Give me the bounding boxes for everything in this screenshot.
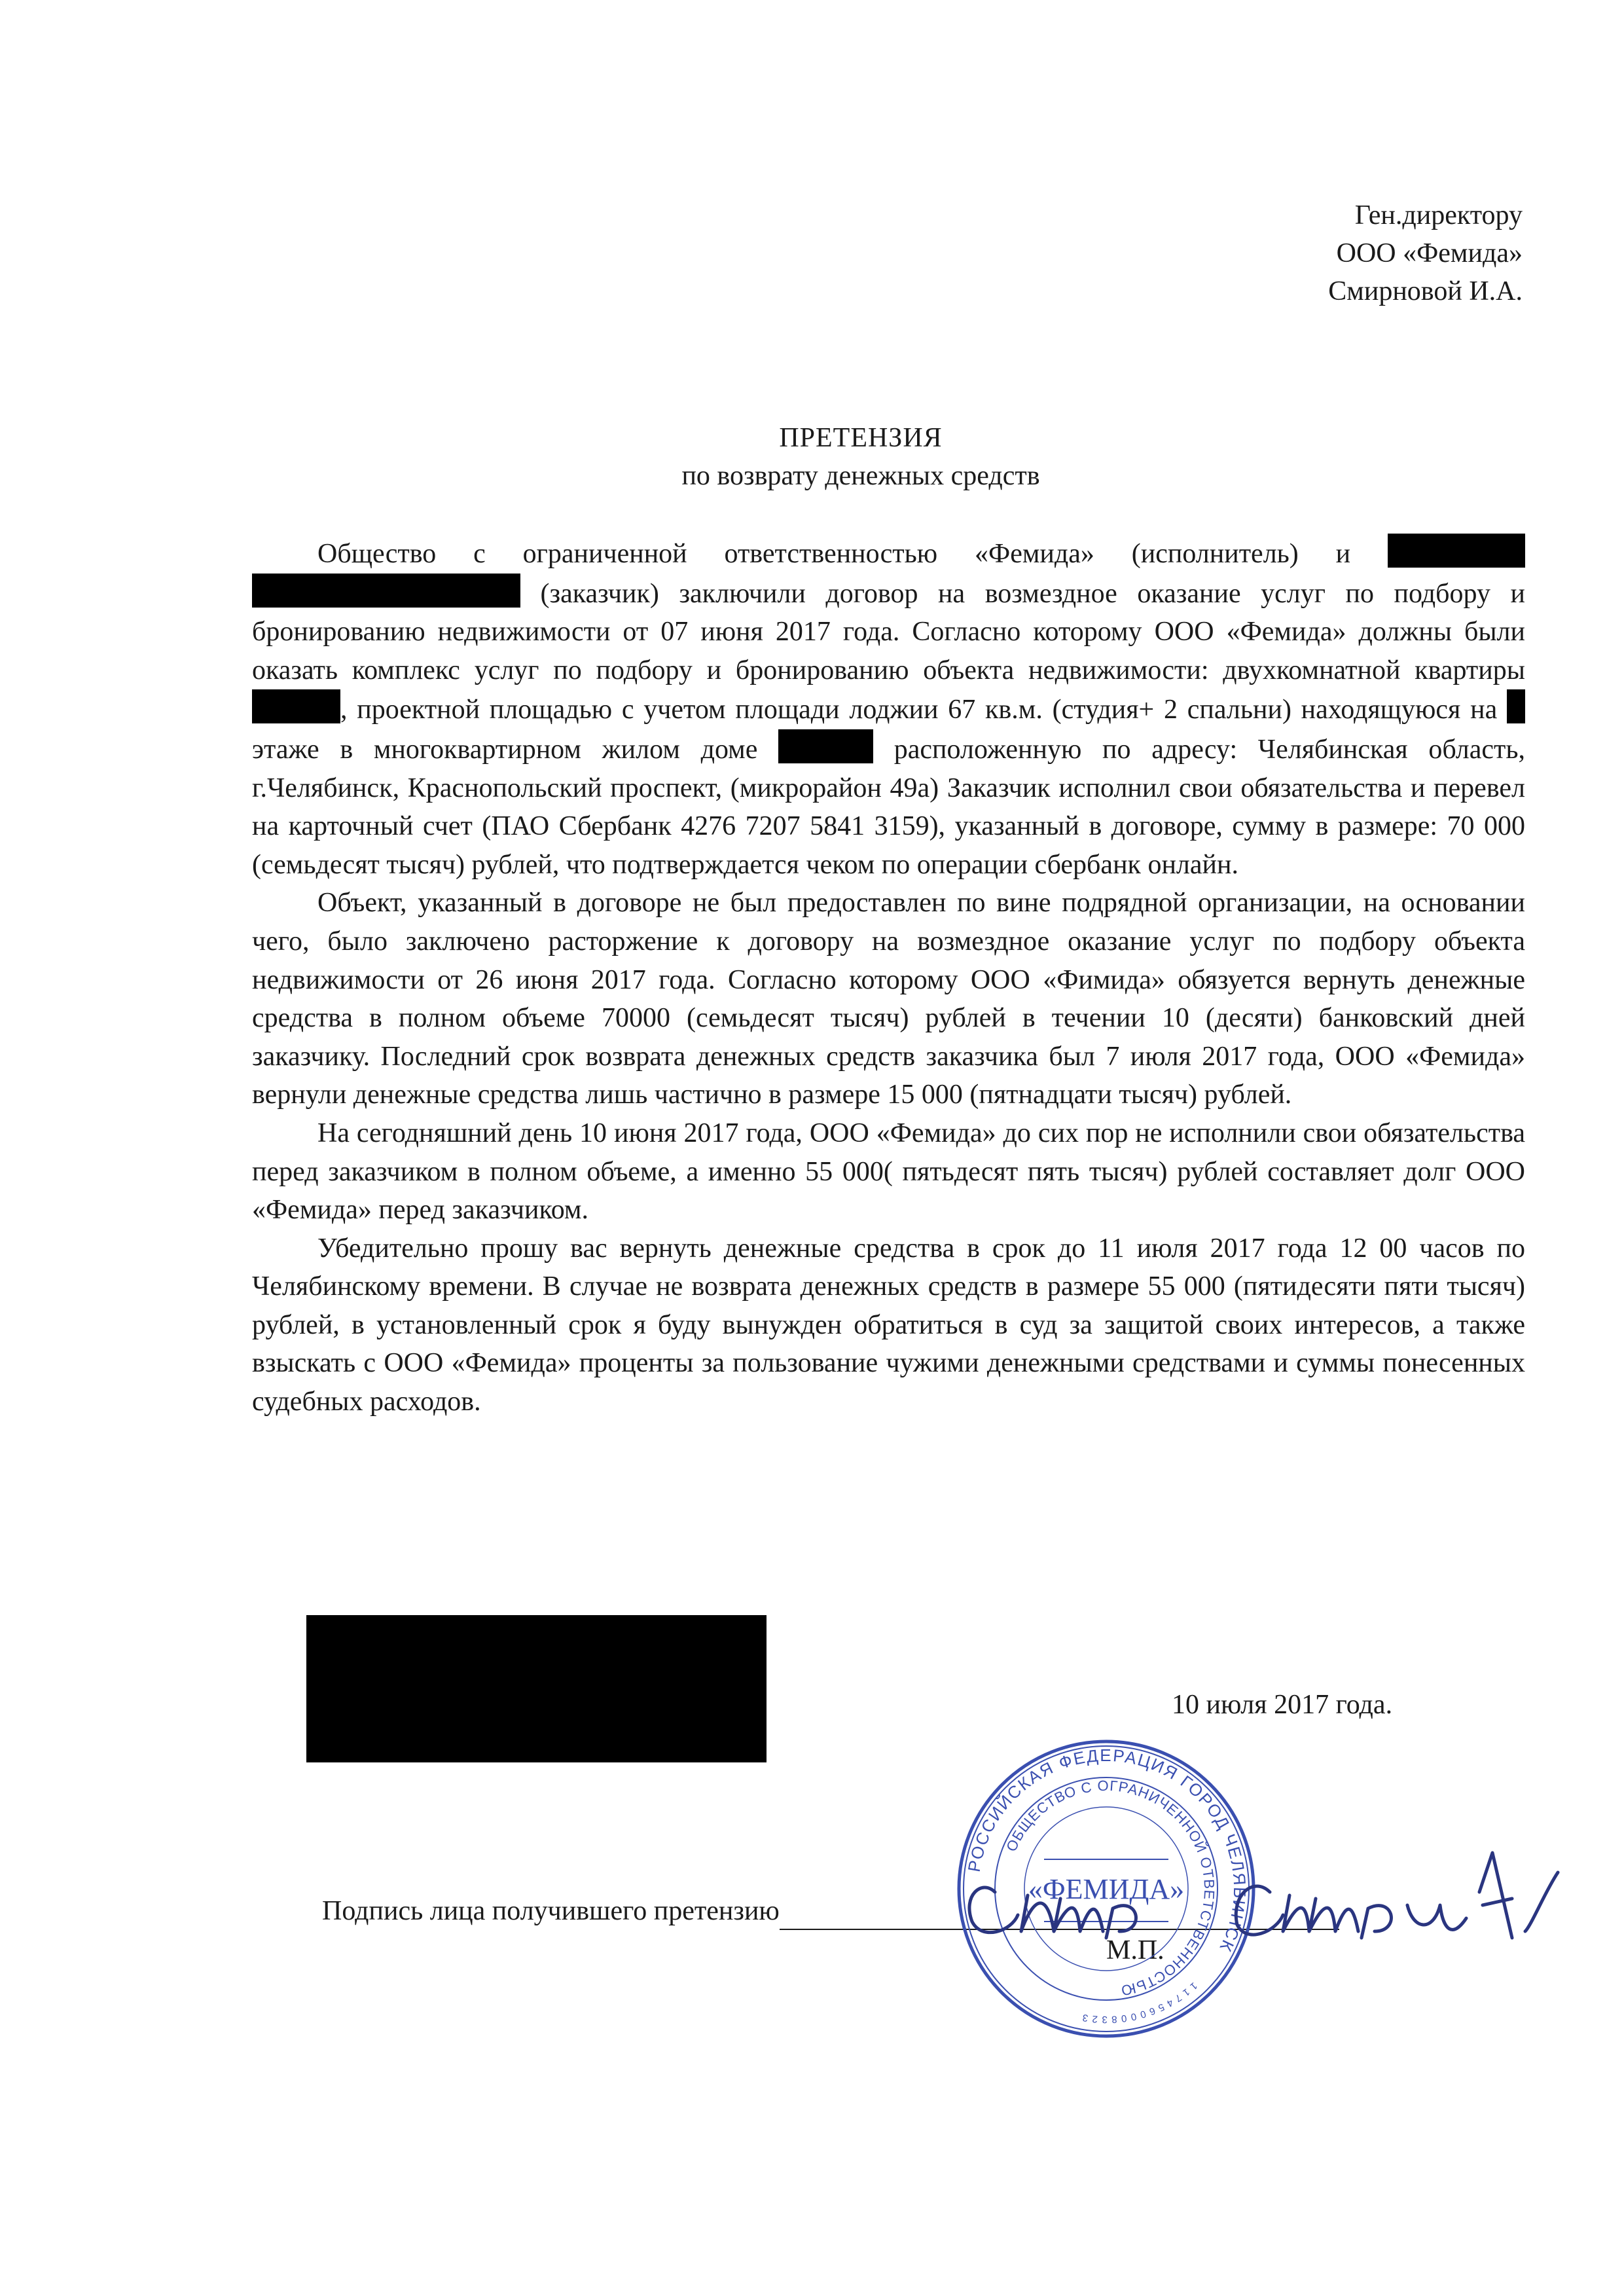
paragraph-contract-part2: (заказчик) заключили договор на возмездное оказание услуг по подбору и бронированию недвижимости от 07 июня 2017 года. Согласно которому ООО «Фемида» должны были оказать комплекс услуг по подбору и бронированию объекта недвижимости: двухкомнатной квартиры — [252, 578, 1525, 685]
stamp-place-label: М.П. — [1106, 1935, 1164, 1965]
stamp-company-name: «ФЕМИДА» — [1028, 1873, 1185, 1905]
stamp-inner-text: ОБЩЕСТВО С ОГРАНИЧЕННОЙ ОТВЕТСТВЕННОСТЬЮ — [1003, 1777, 1218, 1999]
claim-body — [252, 534, 1525, 1421]
redaction-mark — [1507, 689, 1525, 723]
redacted-sender-block — [306, 1615, 767, 1762]
paragraph-contract-part5: расположенную по адресу: Челябинская область, г.Челябинск, Краснопольский проспект, (микрорайон 49а) Заказчик исполнил свои обязательства и перевел на карточный счет (ПАО Сбербанк 4276 7207 5841 3159), указанный в договоре, сумму в размере: 70 000 (семьдесят тысяч) рублей, что подтверждается чеком по операции сбербанк онлайн. — [252, 734, 1525, 880]
stamp-outer-text: РОССИЙСКАЯ ФЕДЕРАЦИЯ ГОРОД ЧЕЛЯБИНСК — [964, 1745, 1250, 1956]
addressee-company: ООО «Фемида» — [1336, 238, 1523, 268]
paragraph-contract — [252, 534, 1525, 884]
document-date: 10 июля 2017 года. — [1172, 1690, 1393, 1720]
addressee-person: Смирновой И.А. — [1328, 276, 1523, 306]
paragraph-debt: На сегодняшний день 10 июня 2017 года, ООО «Фемида» до сих пор не исполнили свои обязательства перед заказчиком в полном объеме, а именно 55 000( пятьдесят пять тысяч) рублей составляет долг ООО «Фемида» перед заказчиком. — [252, 1118, 1525, 1226]
redaction-mark — [1388, 534, 1525, 568]
paragraph-contract-part1: Общество с ограниченной ответственностью «Фемида» (исполнитель) и — [317, 539, 1388, 569]
addressee-position: Ген.директору — [1354, 200, 1523, 230]
title-block — [0, 419, 1624, 495]
handwritten-signature — [956, 1833, 1571, 1958]
document-subtitle: по возврату денежных средств — [681, 461, 1040, 491]
redaction-mark — [252, 689, 340, 723]
signature-label: Подпись лица получившего претензию — [322, 1896, 780, 1926]
stamp-number-text: 1 1 7 4 5 6 0 0 0 8 3 2 3 — [1081, 1980, 1200, 2026]
paragraph-termination: Объект, указанный в договоре не был предоставлен по вине подрядной организации, на основании чего, было заключено расторжение к договору на возмездное оказание услуг по подбору объекта недвижимости от 26 июня 2017 года. Согласно которому ООО «Фимида» обязуется вернуть денежные средства в полном объеме 70000 (семьдесят тысяч) рублей в течении 10 (десяти) банковский дней заказчику. Последний срок возврата денежных средств заказчика был 7 июля 2017 года, ООО «Фемида» вернули денежные средства лишь частично в размере 15 000 (пятнадцати тысяч) рублей. — [252, 888, 1525, 1110]
paragraph-contract-part3: , проектной площадью с учетом площади лоджии 67 кв.м. (студия+ 2 спальни) находящуюся на — [340, 695, 1507, 725]
paragraph-demand: Убедительно прошу вас вернуть денежные средства в срок до 11 июля 2017 года 12 00 часов по Челябинскому времени. В случае не возврата денежных средств в размере 55 000 (пятидесяти пяти тысяч) рублей, в установленный срок я буду вынужден обратиться в суд за защитой своих интересов, а также взыскать с ООО «Фемида» проценты за пользование чужими денежными средствами и суммы понесенных судебных расходов. — [252, 1233, 1525, 1417]
document-title: ПРЕТЕНЗИЯ — [779, 423, 943, 453]
redaction-mark — [778, 729, 873, 763]
paragraph-contract-part4: этаже в многоквартирном жилом доме — [252, 734, 779, 765]
addressee-block — [1328, 196, 1523, 310]
redaction-mark — [252, 574, 520, 608]
